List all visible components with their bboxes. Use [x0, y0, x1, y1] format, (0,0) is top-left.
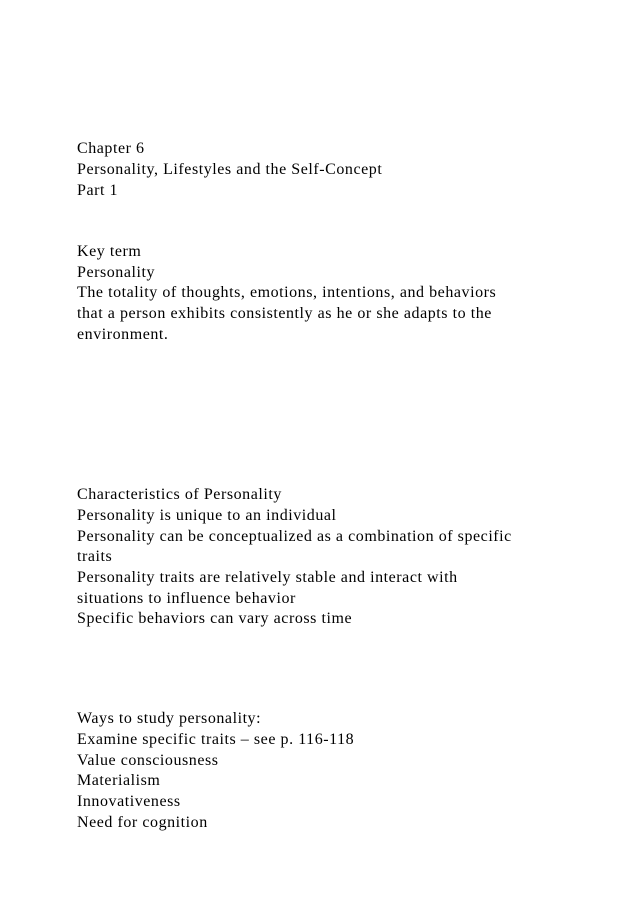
ways-line: Value consciousness — [77, 752, 219, 769]
chapter-number: Chapter 6 — [77, 140, 145, 157]
definition-line: The totality of thoughts, emotions, intentions, and behaviors — [77, 284, 497, 301]
ways-line: Need for cognition — [77, 814, 208, 831]
definition-line: environment. — [77, 326, 169, 343]
characteristics-line: Personality can be conceptualized as a combination of specific — [77, 528, 512, 545]
key-term: Personality — [77, 264, 156, 281]
characteristics-line: traits — [77, 548, 113, 565]
chapter-title: Personality, Lifestyles and the Self-Concept — [77, 161, 383, 178]
characteristics-heading: Characteristics of Personality — [77, 486, 282, 503]
ways-line: Materialism — [77, 772, 161, 789]
characteristics-line: Personality traits are relatively stable and interact with — [77, 569, 458, 586]
characteristics-line: Personality is unique to an individual — [77, 507, 337, 524]
part-label: Part 1 — [77, 182, 119, 199]
characteristics-line: Specific behaviors can vary across time — [77, 610, 353, 627]
ways-line: Examine specific traits – see p. 116-118 — [77, 731, 355, 748]
key-term-heading: Key term — [77, 243, 142, 260]
ways-heading: Ways to study personality: — [77, 710, 262, 727]
ways-line: Innovativeness — [77, 793, 181, 810]
definition-line: that a person exhibits consistently as he or she adapts to the — [77, 305, 492, 322]
characteristics-line: situations to influence behavior — [77, 590, 296, 607]
